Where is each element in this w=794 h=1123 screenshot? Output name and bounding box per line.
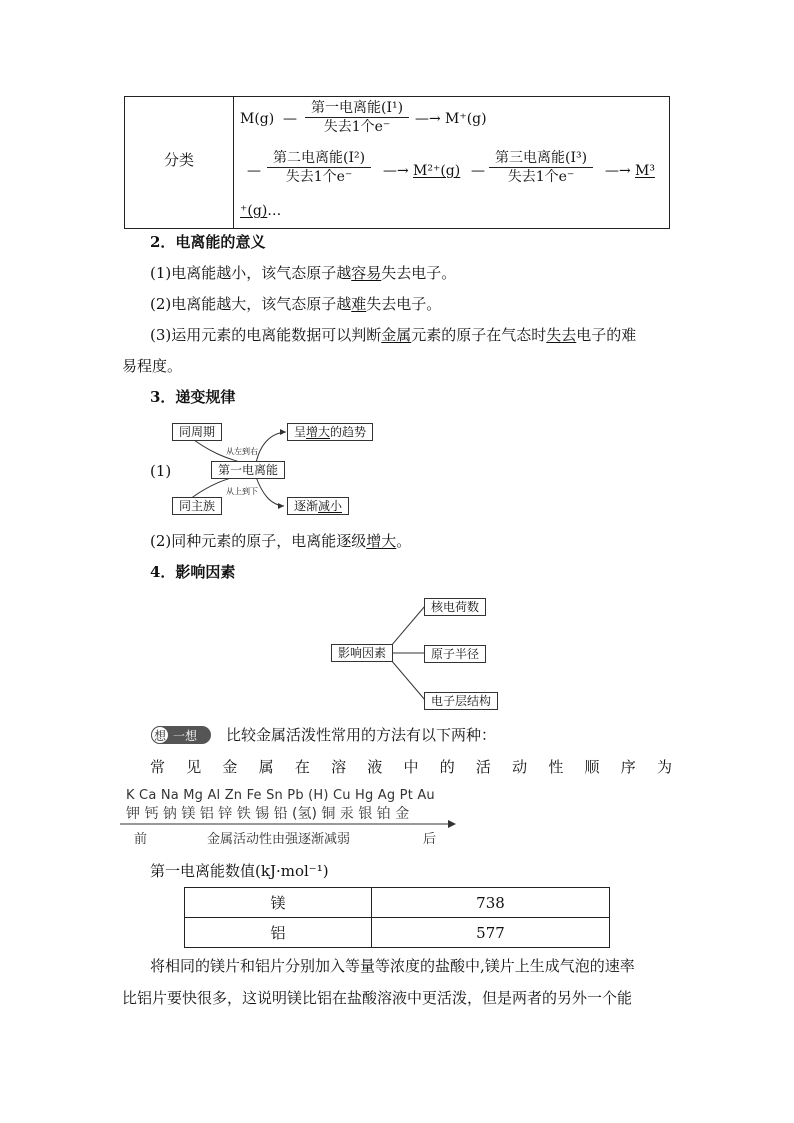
dash: — bbox=[247, 163, 261, 179]
first-ionization-box: 第一电离能 bbox=[211, 461, 285, 479]
table-row bbox=[185, 918, 610, 948]
arrow: —→ bbox=[415, 111, 441, 127]
trend-group-box: 逐渐减小 bbox=[287, 497, 349, 515]
metal-names: 钾 钙 钠 镁 铝 锌 铁 锡 铅 (氢) 铜 汞 银 铂 金 bbox=[126, 806, 410, 822]
direction-top-to-bottom: 从上到下 bbox=[226, 487, 258, 496]
activity-series-intro: 常见金属在溶液中的活动性顺序为 bbox=[150, 758, 674, 776]
think-badge: 想 一想 bbox=[151, 726, 211, 744]
same-group-box: 同主族 bbox=[172, 497, 222, 515]
product-m-plus: M⁺(g) bbox=[445, 111, 487, 127]
section-2-heading: 2．电离能的意义 bbox=[150, 233, 266, 251]
section-2-item-3-cont: 易程度。 bbox=[122, 357, 183, 375]
factor-atomic-radius: 原子半径 bbox=[424, 645, 486, 663]
section-2-item-2: (2)电离能越大，该气态原子越难失去电子。 bbox=[150, 295, 442, 313]
direction-left-to-right: 从左到右 bbox=[226, 447, 258, 456]
arrow-label-mid: 金属活动性由强逐渐减弱 bbox=[207, 832, 351, 847]
dash: — bbox=[283, 111, 297, 127]
classification-table bbox=[124, 96, 670, 229]
arrow-label-left: 前 bbox=[134, 832, 148, 847]
diagram-item-label: (1) bbox=[150, 462, 172, 480]
section-3-heading: 3．递变规律 bbox=[150, 388, 236, 406]
product-m-3plus-a: M³ bbox=[635, 163, 655, 179]
paragraph-line-2: 比铝片要快很多，这说明镁比铝在盐酸溶液中更活泼，但是两者的另外一个能 bbox=[122, 989, 633, 1007]
trend-period-box: 呈增大的趋势 bbox=[287, 423, 373, 441]
table-category: 分类 bbox=[163, 151, 194, 169]
value-cell: 738 bbox=[372, 888, 610, 918]
section-4-heading: 4．影响因素 bbox=[150, 563, 236, 581]
ionization-step-3: 第三电离能(I³) 失去1个e⁻ bbox=[489, 149, 593, 186]
value-cell: 577 bbox=[372, 918, 610, 948]
factor-nuclear-charge: 核电荷数 bbox=[424, 598, 486, 616]
element-cell: 镁 bbox=[185, 888, 372, 918]
ionization-step-2: 第二电离能(I²) 失去1个e⁻ bbox=[267, 149, 371, 186]
section-2-item-1: (1)电离能越小，该气态原子越容易失去电子。 bbox=[150, 264, 457, 282]
factor-electron-shell: 电子层结构 bbox=[424, 692, 498, 710]
paragraph-line-1: 将相同的镁片和铝片分别加入等量等浓度的盐酸中,镁片上生成气泡的速率 bbox=[150, 957, 635, 975]
same-period-box: 同周期 bbox=[172, 423, 222, 441]
ie-table-title: 第一电离能数值(kJ·mol⁻¹) bbox=[150, 862, 329, 880]
species-m-gas: M(g) bbox=[240, 111, 275, 127]
ionization-table bbox=[184, 887, 610, 948]
arrow: —→ bbox=[383, 163, 409, 179]
product-m-2plus: M²⁺(g) bbox=[413, 163, 461, 179]
arrow: —→ bbox=[605, 163, 631, 179]
metal-symbols: K Ca Na Mg Al Zn Fe Sn Pb (H) Cu Hg Ag Pt Au bbox=[126, 788, 435, 803]
dash: — bbox=[471, 163, 485, 179]
think-intro: 比较金属活泼性常用的方法有以下两种： bbox=[226, 726, 497, 744]
section-2-item-3: (3)运用元素的电离能数据可以判断金属元素的原子在气态时失去电子的难 bbox=[150, 326, 637, 344]
arrow-label-right: 后 bbox=[423, 832, 437, 847]
table-divider bbox=[233, 97, 234, 228]
element-cell: 铝 bbox=[185, 918, 372, 948]
factors-root-box: 影响因素 bbox=[331, 644, 393, 662]
table-row bbox=[185, 888, 610, 918]
ionization-step-1: 第一电离能(I¹) 失去1个e⁻ bbox=[305, 99, 409, 136]
section-3-item-2: (2)同种元素的原子，电离能逐级增大。 bbox=[150, 532, 412, 550]
product-m-3plus-b: ⁺(g)… bbox=[240, 203, 282, 219]
